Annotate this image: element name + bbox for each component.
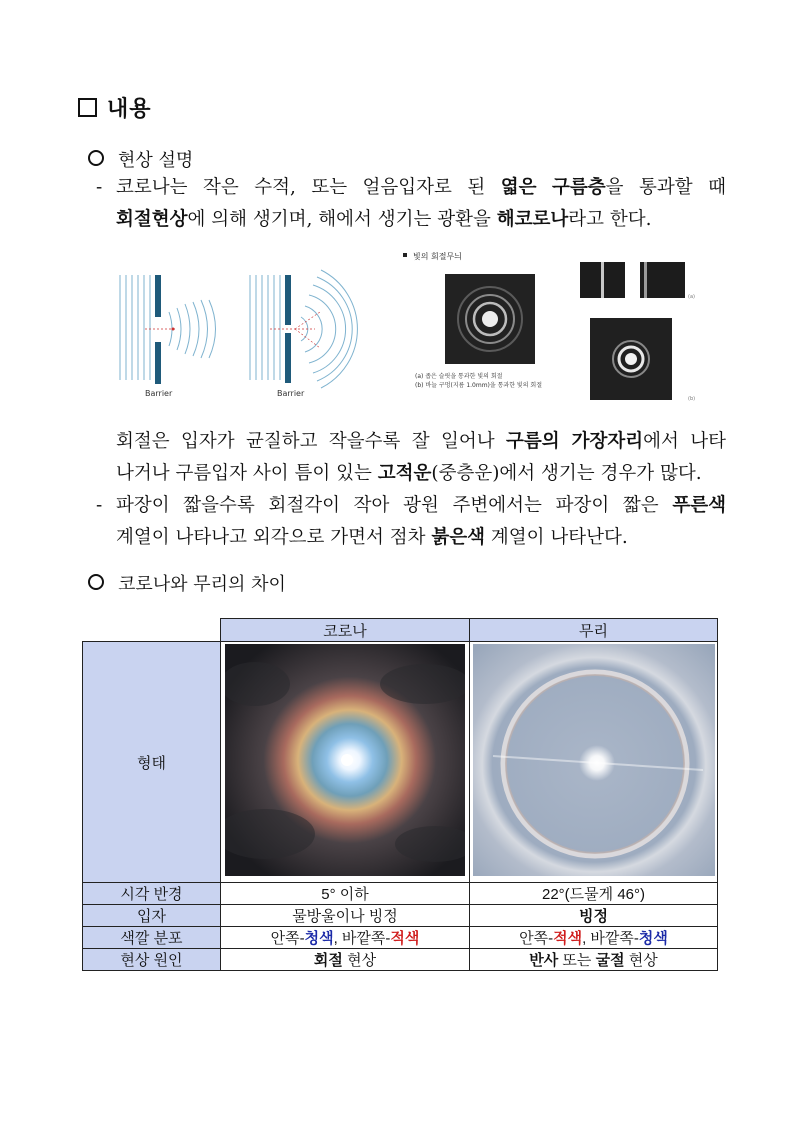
paragraph-wavelength: [96, 490, 726, 554]
corona-cell: 회절 현상: [221, 949, 470, 971]
corona-cell: 안쪽-청색, 바깥쪽-적색: [221, 927, 470, 949]
tag-label: (a): [688, 294, 695, 300]
paragraph-diffraction-conditions: [116, 426, 726, 490]
halo-cell: 반사 또는 굴절 현상: [470, 949, 718, 971]
barrier-label: Barrier: [145, 389, 173, 398]
halo-photo: [473, 644, 715, 876]
halo-cell: 22°(드물게 46°): [470, 883, 718, 905]
corona-cell: 물방울이나 빙정: [221, 905, 470, 927]
halo-cell: 빙정: [470, 905, 718, 927]
diffraction-figure: [115, 250, 725, 410]
checkbox-square-icon: [78, 98, 97, 117]
slit-pinhole-pattern-photos: [580, 262, 695, 402]
diffraction-pattern-photo: [403, 251, 542, 389]
barrier-label: Barrier: [277, 389, 305, 398]
row-label: 시각 반경: [83, 883, 221, 905]
table-row: [83, 883, 718, 905]
figure-caption: (b) 바늘 구멍(지름 1.0mm)을 통과한 빛의 회절: [415, 382, 542, 389]
text-line: 계열이 나타나고 외각으로 가면서 점차 붉은색 계열이 나타난다.: [116, 527, 628, 548]
corona-photo: [225, 644, 465, 876]
dash-bullet-icon: -: [96, 495, 103, 516]
tag-label: (b): [688, 396, 696, 402]
figure-caption: (a) 좁은 슬릿을 통과한 빛의 회절: [415, 373, 503, 380]
text-line: 회절은 입자가 균질하고 작을수록 잘 일어나 구름의 가장자리에서 나타: [116, 431, 726, 452]
corona-cell: 5° 이하: [221, 883, 470, 905]
text-line: 코로나는 작은 수적, 또는 얼음입자로 된 엷은 구름층을 통과할 때: [116, 177, 726, 198]
corona-photo-cell: [221, 642, 470, 883]
table-header-row: [83, 619, 718, 642]
column-header-halo: 무리: [470, 619, 718, 642]
table-row: [83, 905, 718, 927]
row-label: 색깔 분포: [83, 927, 221, 949]
pinhole-diffraction-diagram: [250, 270, 357, 398]
table-row: [83, 949, 718, 971]
section-heading: 내용: [78, 92, 152, 123]
row-label: 입자: [83, 905, 221, 927]
circle-bullet-icon: [88, 150, 104, 166]
subheading-comparison: 코로나와 무리의 차이: [88, 570, 286, 596]
table-row: [83, 927, 718, 949]
subheading-phenomenon: 현상 설명: [88, 146, 193, 172]
paragraph-corona-definition: [96, 172, 726, 236]
text-line: 파장이 짧을수록 회절각이 작아 광원 주변에서는 파장이 짧은 푸른색: [116, 495, 726, 516]
circle-bullet-icon: [88, 574, 104, 590]
corona-halo-comparison-table: [82, 618, 718, 971]
row-label: 형태: [83, 642, 221, 883]
text-line: 회절현상에 의해 생기며, 해에서 생기는 광환을 해코로나라고 한다.: [116, 209, 652, 230]
halo-photo-cell: [470, 642, 718, 883]
text-line: 나거나 구름입자 사이 틈이 있는 고적운(중층운)에서 생기는 경우가 많다.: [116, 463, 702, 484]
dash-bullet-icon: -: [96, 177, 103, 198]
slit-diffraction-diagram: [120, 275, 216, 398]
pattern-title: 빛의 회절무늬: [413, 252, 462, 261]
row-label: 현상 원인: [83, 949, 221, 971]
column-header-corona: 코로나: [221, 619, 470, 642]
halo-cell: 안쪽-적색, 바깥쪽-청색: [470, 927, 718, 949]
table-row: [83, 642, 718, 883]
